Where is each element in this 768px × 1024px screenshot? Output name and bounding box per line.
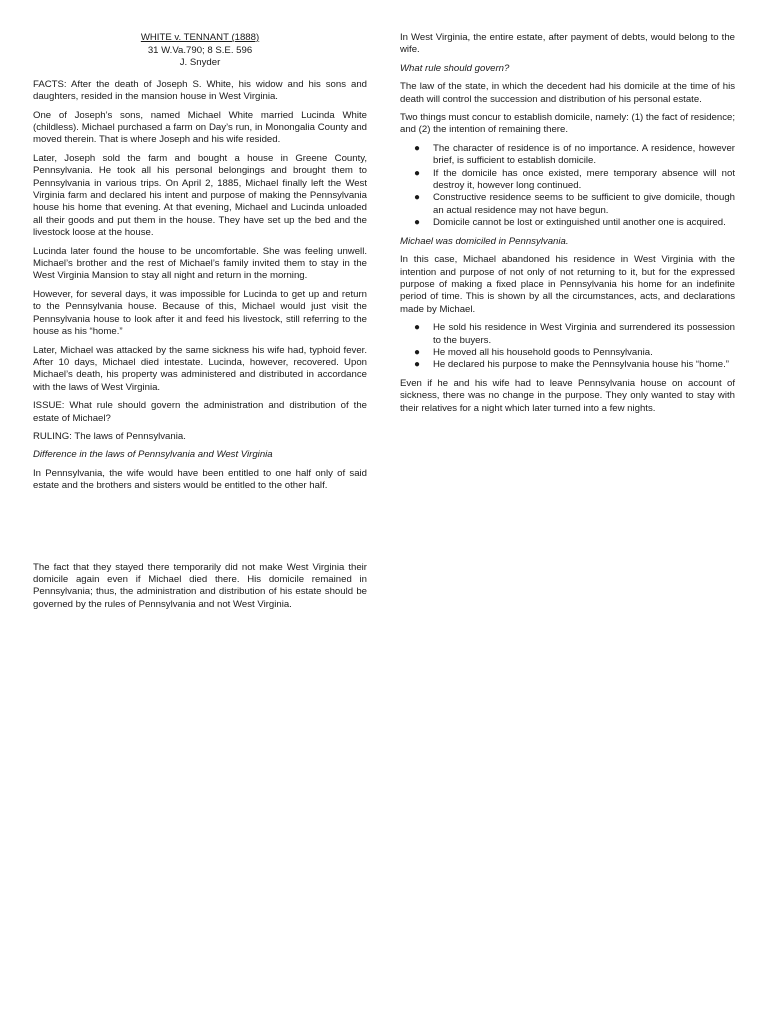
bullet-icon: ● [414, 322, 421, 334]
paragraph-sons: One of Joseph’s sons, named Michael White married Lucinda White (childless). Michael purchased a farm on Day’s run, in Monongalia County and moved therein. That is where Joseph and his wife resided. [33, 109, 367, 146]
case-header [33, 32, 367, 70]
domicile-rules-list [400, 143, 735, 230]
list-item-text: He sold his residence in West Virginia and surrendered its possession to the buyers. [433, 322, 735, 346]
list-item [400, 347, 735, 359]
blank-gap [33, 499, 367, 562]
issue-paragraph: ISSUE: What rule should govern the administration and distribution of the estate of Michael? [33, 400, 367, 424]
case-author: J. Snyder [179, 57, 221, 69]
list-item-text: If the domicile has once existed, mere temporary absence will not destroy it, however long continued. [433, 167, 735, 192]
paragraph-unwell: Lucinda later found the house to be uncomfortable. She was feeling unwell. Michael’s brother and the rest of Michael’s family invited them to stay in the West Virginia Mansion to stay all night and return in the morning. [33, 245, 367, 282]
paragraph-visits: However, for several days, it was impossible for Lucinda to get up and return to the Pennsylvania house. Because of this, Michael would just visit the Pennsylvania house to look after it and feed his livestock, still referring to the house as his “home.” [33, 288, 367, 338]
rule-heading: What rule should govern? [400, 62, 510, 74]
domiciled-heading: Michael was domiciled in Pennsylvania. [400, 235, 569, 247]
list-item-text: Domicile cannot be lost or extinguished until another one is acquired. [433, 217, 726, 229]
case-title: WHITE v. TENNANT (1888) [140, 32, 260, 43]
ruling-paragraph: RULING: The laws of Pennsylvania. [33, 430, 186, 442]
difference-heading: Difference in the laws of Pennsylvania and West Virginia [33, 449, 273, 461]
facts-paragraph: FACTS: After the death of Joseph S. White, his widow and his sons and daughters, resided in the mansion house in West Virginia. [33, 78, 367, 103]
right-column [400, 32, 735, 421]
left-column [33, 32, 367, 617]
paragraph-move: Later, Joseph sold the farm and bought a house in Greene County, Pennsylvania. He took all his personal belongings and brought them to Pennsylvania in various trips. On April 2, 1885, Michael finally left the West Virginia farm and declared his intent and purpose of making the Pennsylvania house his home that evening. At that evening, Michael and Lucinda unloaded all their goods and put them in the house. They have set up the bed and the livestock loose at the house. [33, 152, 367, 239]
bullet-icon: ● [414, 142, 421, 154]
rule-paragraph: The law of the state, in which the decedent had his domicile at the time of his death will control the succession and distribution of his personal estate. [400, 81, 735, 105]
paragraph-death: Later, Michael was attacked by the same sickness his wife had, typhoid fever. After 10 days, Michael died intestate. Lucinda, however, recovered. Upon Michael’s death, his property was administered and distributed in accordance with the laws of West Virginia. [33, 344, 367, 393]
case-citation: 31 W.Va.790; 8 S.E. 596 [147, 44, 253, 56]
list-item [400, 143, 735, 168]
list-item-text: The character of residence is of no importance. A residence, however brief, is sufficient to establish domicile. [433, 142, 735, 167]
bullet-icon: ● [414, 217, 421, 229]
case-analysis-paragraph: In this case, Michael abandoned his residence in West Virginia with the intention and purpose of not only of not returning to it, but for the expressed purpose of making a fixed place in Pennsylvania his home for an indefinite period of time. This is shown by all the circumstances, acts, and declarations made by Michael. [400, 254, 735, 315]
conclusion-paragraph: The fact that they stayed there temporarily did not make West Virginia their domicile again even if Michael died there. His domicile remained in Pennsylvania; thus, the administration and distribution of his estate should be governed by the rules of Pennsylvania and not West Virginia. [33, 561, 367, 610]
bullet-icon: ● [414, 167, 421, 179]
west-virginia-law-paragraph: In West Virginia, the entire estate, after payment of debts, would belong to the wife. [400, 32, 735, 56]
list-item-text: He moved all his household goods to Pennsylvania. [433, 346, 653, 358]
evidence-list [400, 322, 735, 372]
bullet-icon: ● [414, 346, 421, 358]
list-item [400, 322, 735, 347]
list-item [400, 359, 735, 371]
list-item-text: Constructive residence seems to be sufficient to give domicile, though an actual residence may not have begun. [433, 192, 735, 216]
bullet-icon: ● [414, 359, 421, 371]
list-item [400, 192, 735, 217]
final-paragraph: Even if he and his wife had to leave Pennsylvania house on account of sickness, there was no change in the purpose. They only wanted to stay with their relatives for a night which later turned into a few nights. [400, 377, 735, 414]
list-item-text: He declared his purpose to make the Pennsylvania house his “home.” [433, 359, 729, 371]
pennsylvania-law-paragraph: In Pennsylvania, the wife would have been entitled to one half only of said estate and the brothers and sisters would be entitled to the other half. [33, 467, 367, 492]
list-item [400, 168, 735, 193]
bullet-icon: ● [414, 192, 421, 204]
list-item [400, 217, 735, 229]
domicile-requirements-paragraph: Two things must concur to establish domicile, namely: (1) the fact of residence; and (2) the intention of remaining there. [400, 112, 735, 136]
